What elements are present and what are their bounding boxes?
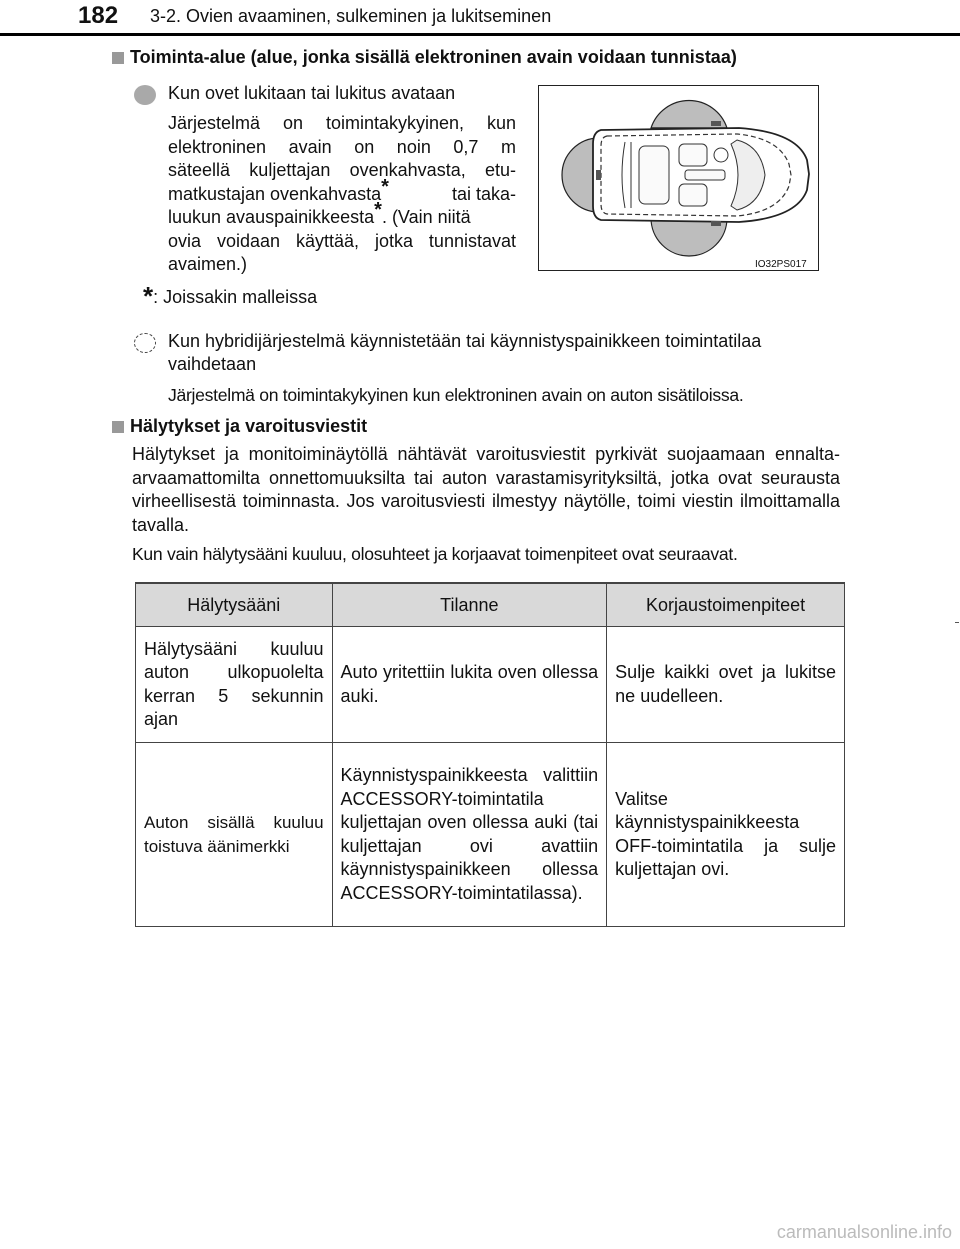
column-header: Hälytysääni [136, 583, 333, 627]
text-line: elektroninen avain on noin 0,7 m [168, 136, 516, 157]
section-heading-text: Toiminta-alue (alue, jonka sisällä elektroninen avain voidaan tunnistaa) [130, 47, 737, 67]
footnote-star: * [374, 199, 382, 221]
text-line: säteellä kuljettajan ovenkahvasta, etu- [168, 160, 516, 180]
square-bullet-icon [112, 52, 124, 64]
footnote [143, 281, 318, 311]
table-cell: Auton sisällä kuuluu toistuva äänimerkki [136, 743, 333, 927]
text-line: ovia voidaan käyttää, jotka tunnistavat [168, 230, 516, 251]
footnote-star: * [381, 175, 389, 198]
chapter-title: 3-2. Ovien avaaminen, sulkeminen ja lukitseminen [150, 6, 552, 26]
text-line [168, 175, 516, 207]
alerts-paragraph: Hälytykset ja monitoiminäytöllä nähtävät varoitusviestit pyrkivät suojaamaan ennalta-arvaamattomilta onnettomuuksilta tai auton varastamisyrityksiltä, jotka ovat seurausta virheellisestä toiminnasta. Jos varoitusviesti ilmestyy näytölle, toimi viestin ilmoittamalla tavalla. [132, 444, 840, 535]
table-cell: Hälytysääni kuuluu auton ulkopuolelta kerran 5 sekunnin ajan [136, 627, 333, 743]
item-text-hybrid: Järjestelmä on toimintakykyinen kun elektroninen avain on auton sisätiloissa. [168, 385, 744, 405]
section-heading-range [112, 47, 737, 68]
square-bullet-icon [112, 421, 124, 433]
table-row [136, 743, 845, 927]
text-fragment: tai taka- [451, 183, 516, 204]
page-number: 182 [78, 2, 119, 29]
table-cell: Sulje kaikki ovet ja lukitse ne uudelleen. [607, 627, 845, 743]
item-title-hybrid: Kun hybridijärjestelmä käynnistetään tai käynnistyspainikkeen toimintatilaa vaihdetaan [168, 331, 762, 374]
text-fragment: matkustajan ovenkahvasta [168, 183, 382, 204]
section-heading-alerts [112, 416, 367, 437]
item-text-lock [168, 112, 516, 277]
edge-mark [955, 622, 959, 623]
footnote-text: : Joissakin malleissa [153, 287, 318, 307]
header-divider [0, 33, 960, 36]
watermark: carmanualsonline.info [776, 1222, 952, 1242]
table-cell: Valitse käynnistyspainikkeesta OFF-toimintatila ja sulje kuljettajan ovi. [607, 743, 845, 927]
text-line [168, 199, 516, 230]
dashed-circle-icon [134, 333, 156, 353]
table-row [136, 627, 845, 743]
table-header-row [136, 583, 845, 627]
section-heading-text: Hälytykset ja varoitusviestit [130, 416, 368, 436]
text-line: Järjestelmä on toimintakykyinen, kun [168, 113, 516, 133]
table-cell: Auto yritettiin lukita oven ollessa auki. [332, 627, 607, 743]
solid-circle-icon [134, 85, 156, 105]
table-cell: Käynnistyspainikkeesta valittiin ACCESSORY-toimintatila kuljettajan oven ollessa auki (tai kuljettajan ovi avattiin käynnistyspainikkeen ollessa ACCESSORY-toimintatilassa). [332, 743, 607, 927]
car-range-diagram [538, 85, 819, 271]
column-header: Tilanne [332, 583, 607, 627]
figure-code: IO32PS017 [755, 259, 807, 270]
text-fragment: luukun avauspainikkeesta [168, 207, 375, 227]
column-header: Korjaustoimenpiteet [607, 583, 845, 627]
item-title-lock: Kun ovet lukitaan tai lukitus avataan [168, 83, 456, 103]
footnote-star: * [143, 281, 154, 311]
text-fragment: . (Vain niitä [381, 207, 471, 227]
alert-table [135, 582, 845, 927]
car-top-view-illustration [539, 86, 818, 270]
text-line: avaimen.) [168, 254, 248, 274]
alerts-intro: Kun vain hälytysääni kuuluu, olosuhteet ja korjaavat toimenpiteet ovat seuraavat. [132, 544, 738, 564]
